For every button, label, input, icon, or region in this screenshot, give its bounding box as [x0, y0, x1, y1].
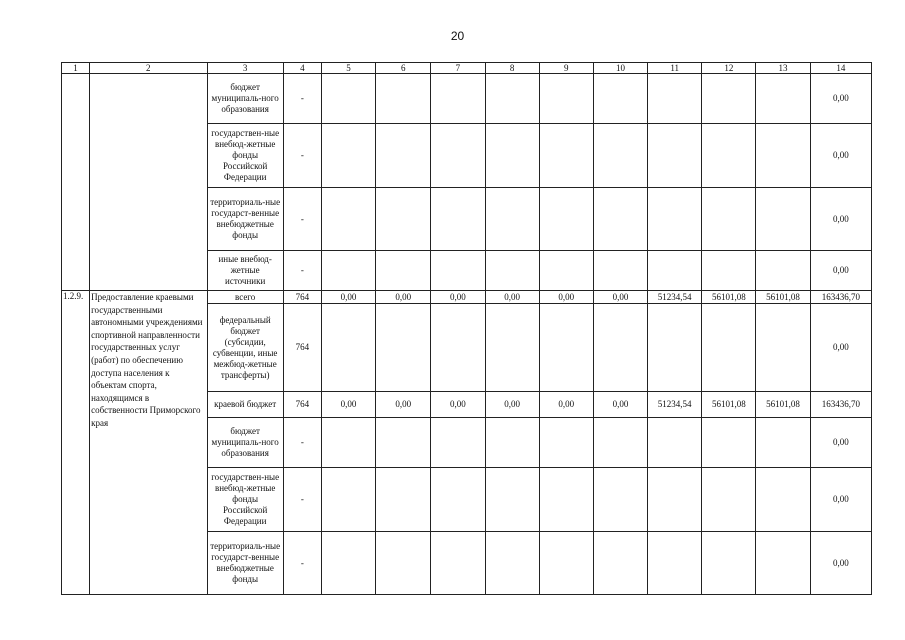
table-row	[62, 291, 872, 304]
total-cell: 163436,70	[810, 392, 871, 418]
value-cell: 0,00	[485, 392, 539, 418]
total-cell: 0,00	[810, 124, 871, 188]
value-cell: 0,00	[321, 392, 375, 418]
value-cell: -	[283, 418, 321, 468]
value-cell: 56101,08	[756, 392, 810, 418]
value-cell: -	[283, 532, 321, 595]
source-cell: краевой бюджет	[207, 392, 283, 418]
total-cell: 163436,70	[810, 291, 871, 304]
header-cell: 3	[207, 63, 283, 74]
source-cell: государствен-ные внебюд-жетные фонды Российской Федерации	[207, 468, 283, 532]
value-cell: -	[283, 188, 321, 251]
value-cell: 0,00	[431, 392, 485, 418]
value-cell: -	[283, 74, 321, 124]
item-description: Предоставление краевыми государственными автономными учреждениями спортивной направленности государственных услуг (работ) по обеспечению доступа населения к объектам спорта, находящимся в собственности Приморского края	[90, 291, 207, 595]
header-cell: 11	[648, 63, 702, 74]
header-cell: 1	[62, 63, 90, 74]
header-cell: 5	[321, 63, 375, 74]
header-cell: 4	[283, 63, 321, 74]
value-cell: 764	[283, 291, 321, 304]
item-code: 1.2.9.	[62, 291, 90, 595]
value-cell: -	[283, 124, 321, 188]
header-cell: 14	[810, 63, 871, 74]
value-cell: 56101,08	[702, 392, 756, 418]
value-cell: -	[283, 468, 321, 532]
budget-table	[61, 62, 872, 595]
table-row	[62, 74, 872, 124]
value-cell: 764	[283, 304, 321, 392]
header-cell: 9	[539, 63, 593, 74]
source-cell: бюджет муниципаль-ного образования	[207, 418, 283, 468]
total-cell: 0,00	[810, 251, 871, 291]
header-row	[62, 63, 872, 74]
source-cell: бюджет муниципаль-ного образования	[207, 74, 283, 124]
header-cell: 13	[756, 63, 810, 74]
header-cell: 8	[485, 63, 539, 74]
page-number: 20	[450, 29, 465, 43]
source-cell: территориаль-ные государст-венные внебюджетные фонды	[207, 532, 283, 595]
value-cell: -	[283, 251, 321, 291]
value-cell: 0,00	[485, 291, 539, 304]
total-cell: 0,00	[810, 188, 871, 251]
source-cell: федеральный бюджет (субсидии, субвенции, иные межбюд-жетные трансферты)	[207, 304, 283, 392]
source-cell: иные внебюд-жетные источники	[207, 251, 283, 291]
value-cell: 0,00	[431, 291, 485, 304]
header-cell: 7	[431, 63, 485, 74]
total-cell: 0,00	[810, 532, 871, 595]
total-cell: 0,00	[810, 74, 871, 124]
header-cell: 12	[702, 63, 756, 74]
value-cell: 56101,08	[756, 291, 810, 304]
value-cell: 0,00	[593, 392, 647, 418]
header-cell: 2	[90, 63, 207, 74]
value-cell: 0,00	[593, 291, 647, 304]
value-cell: 0,00	[321, 291, 375, 304]
source-cell: государствен-ные внебюд-жетные фонды Российской Федерации	[207, 124, 283, 188]
value-cell: 0,00	[376, 392, 431, 418]
value-cell: 0,00	[539, 291, 593, 304]
value-cell: 764	[283, 392, 321, 418]
header-cell: 6	[376, 63, 431, 74]
total-cell: 0,00	[810, 418, 871, 468]
value-cell: 0,00	[539, 392, 593, 418]
header-cell: 10	[593, 63, 647, 74]
value-cell: 51234,54	[648, 392, 702, 418]
source-cell: всего	[207, 291, 283, 304]
value-cell: 51234,54	[648, 291, 702, 304]
total-cell: 0,00	[810, 304, 871, 392]
source-cell: территориаль-ные государст-венные внебюджетные фонды	[207, 188, 283, 251]
value-cell: 56101,08	[702, 291, 756, 304]
code-cell-empty	[62, 74, 90, 291]
description-cell-empty	[90, 74, 207, 291]
total-cell: 0,00	[810, 468, 871, 532]
value-cell: 0,00	[376, 291, 431, 304]
